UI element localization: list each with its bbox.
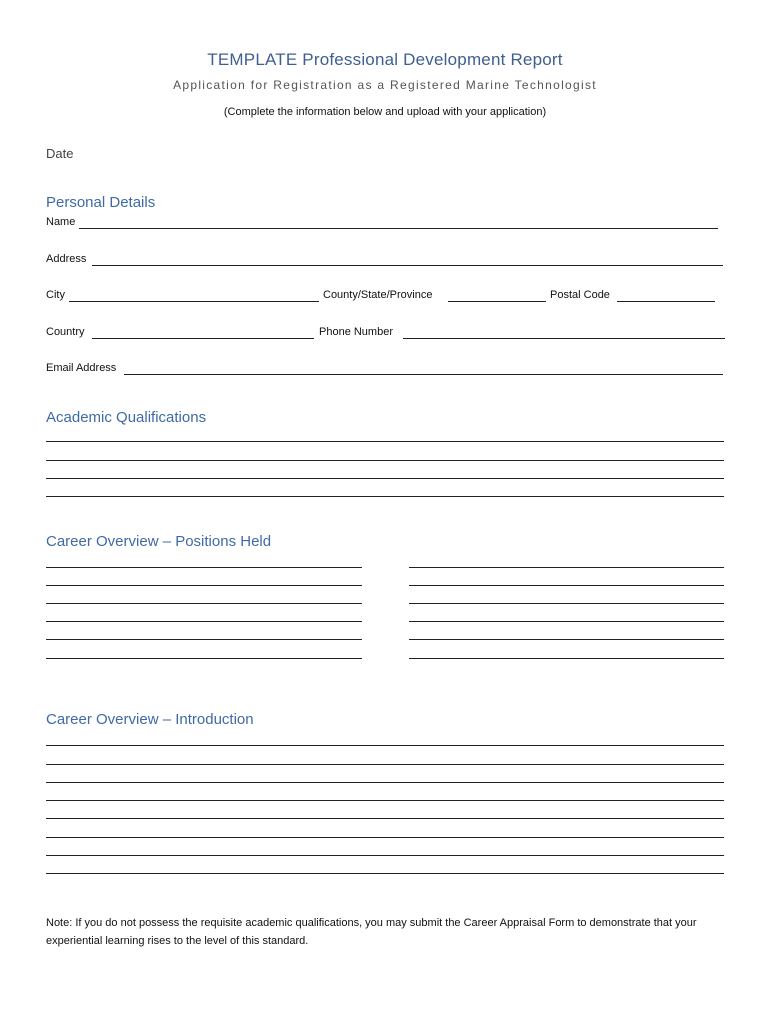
academic-line[interactable]	[46, 496, 724, 497]
postal-code-label: Postal Code	[550, 289, 610, 301]
positions-line-right[interactable]	[409, 567, 724, 568]
positions-held-heading: Career Overview – Positions Held	[46, 533, 272, 550]
email-label: Email Address	[46, 362, 117, 374]
academic-line[interactable]	[46, 441, 724, 442]
positions-line-left[interactable]	[46, 639, 362, 640]
email-input-line[interactable]	[124, 374, 723, 375]
address-label: Address	[46, 253, 87, 265]
introduction-heading: Career Overview – Introduction	[46, 711, 254, 728]
positions-line-right[interactable]	[409, 621, 724, 622]
introduction-line[interactable]	[46, 800, 724, 801]
country-input-line[interactable]	[92, 338, 314, 339]
name-label: Name	[46, 216, 76, 228]
address-input-line[interactable]	[92, 265, 723, 266]
page-title: TEMPLATE Professional Development Report	[207, 50, 563, 69]
county-label: County/State/Province	[323, 289, 433, 301]
positions-line-right[interactable]	[409, 603, 724, 604]
address-field	[46, 253, 724, 269]
personal-details-heading: Personal Details	[46, 194, 156, 211]
academic-line[interactable]	[46, 460, 724, 461]
county-input-line[interactable]	[448, 301, 546, 302]
introduction-line[interactable]	[46, 764, 724, 765]
positions-line-right[interactable]	[409, 658, 724, 659]
positions-line-right[interactable]	[409, 585, 724, 586]
positions-line-left[interactable]	[46, 585, 362, 586]
introduction-line[interactable]	[46, 745, 724, 746]
introduction-line[interactable]	[46, 818, 724, 819]
positions-line-left[interactable]	[46, 603, 362, 604]
name-field	[46, 216, 720, 232]
city-label: City	[46, 289, 65, 301]
academic-qualifications-heading: Academic Qualifications	[46, 409, 207, 426]
academic-line[interactable]	[46, 478, 724, 479]
introduction-line[interactable]	[46, 782, 724, 783]
introduction-line[interactable]	[46, 873, 724, 874]
phone-label: Phone Number	[319, 326, 393, 338]
name-input-line[interactable]	[79, 228, 718, 229]
positions-line-left[interactable]	[46, 621, 362, 622]
instruction-text: (Complete the information below and upload with your application)	[223, 106, 547, 118]
email-field	[46, 362, 724, 378]
city-input-line[interactable]	[69, 301, 319, 302]
introduction-line[interactable]	[46, 855, 724, 856]
country-label: Country	[46, 326, 85, 338]
phone-input-line[interactable]	[403, 338, 725, 339]
country-phone-row	[46, 326, 726, 342]
footnote: Note: If you do not possess the requisite academic qualifications, you may submit the Career Appraisal Form to demonstrate that your experiential learning rises to the level of this standard.	[46, 917, 697, 947]
page-subtitle: Application for Registration as a Registered Marine Technologist	[173, 78, 597, 92]
positions-line-right[interactable]	[409, 639, 724, 640]
positions-line-left[interactable]	[46, 567, 362, 568]
postal-code-input-line[interactable]	[617, 301, 715, 302]
positions-line-left[interactable]	[46, 658, 362, 659]
date-label: Date	[46, 146, 74, 161]
introduction-line[interactable]	[46, 837, 724, 838]
city-state-postal-row	[46, 289, 716, 305]
